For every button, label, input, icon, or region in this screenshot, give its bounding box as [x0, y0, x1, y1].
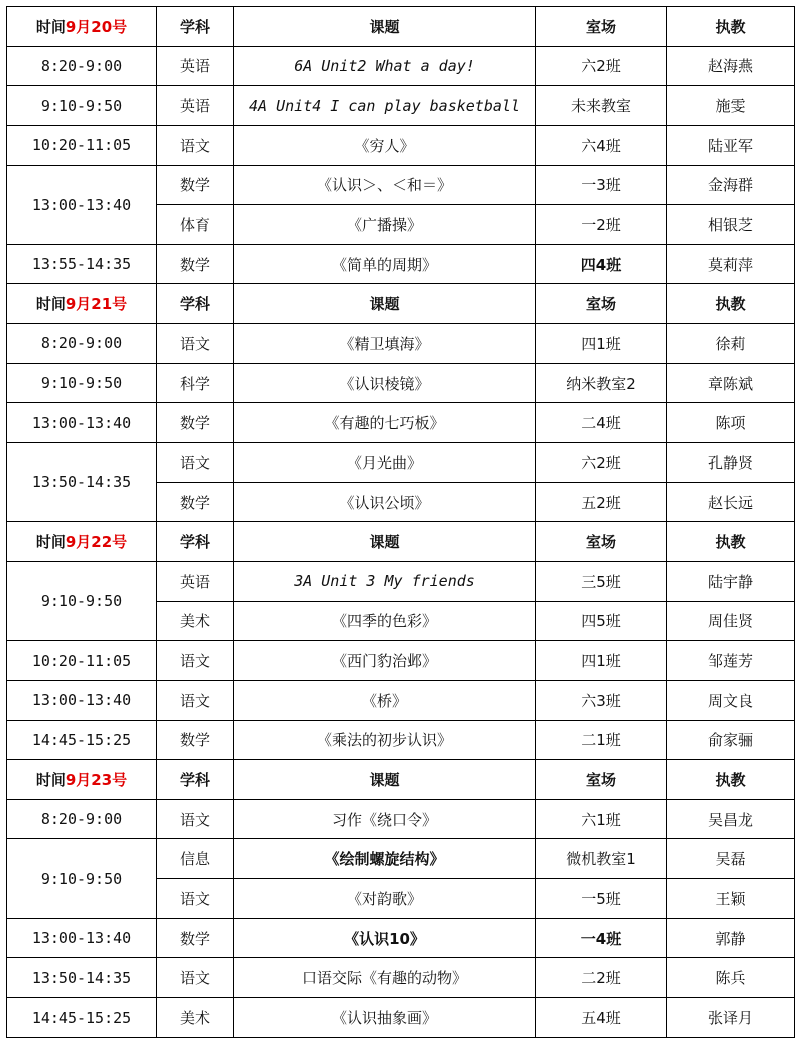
room-cell: 六2班 — [536, 46, 667, 86]
table-row — [7, 998, 795, 1038]
table-row — [7, 403, 795, 443]
room-cell: 六4班 — [536, 125, 667, 165]
teacher-cell: 吴磊 — [667, 839, 795, 879]
room-cell: 一5班 — [536, 879, 667, 919]
time-cell: 13:00-13:40 — [7, 403, 157, 443]
time-cell: 9:10-9:50 — [7, 839, 157, 918]
topic-cell: 《穷人》 — [234, 125, 536, 165]
room-cell: 六3班 — [536, 680, 667, 720]
room-cell: 四5班 — [536, 601, 667, 641]
teacher-cell: 陆宇静 — [667, 561, 795, 601]
time-cell: 8:20-9:00 — [7, 46, 157, 86]
topic-cell: 《绘制螺旋结构》 — [234, 839, 536, 879]
column-header-subject: 学科 — [157, 284, 234, 324]
table-row — [7, 680, 795, 720]
teacher-cell: 张译月 — [667, 998, 795, 1038]
teacher-cell: 王颖 — [667, 879, 795, 919]
day-header-row — [7, 760, 795, 800]
column-header-topic: 课题 — [234, 284, 536, 324]
topic-cell: 6A Unit2 What a day! — [234, 46, 536, 86]
teacher-cell: 郭静 — [667, 918, 795, 958]
room-cell: 一2班 — [536, 205, 667, 245]
teacher-cell: 徐莉 — [667, 324, 795, 364]
day-date: 9月22号 — [65, 533, 128, 552]
time-cell: 14:45-15:25 — [7, 998, 157, 1038]
subject-cell: 语文 — [157, 125, 234, 165]
topic-cell: 口语交际《有趣的动物》 — [234, 958, 536, 998]
teacher-cell: 陈兵 — [667, 958, 795, 998]
time-cell: 9:10-9:50 — [7, 561, 157, 640]
room-cell: 四1班 — [536, 641, 667, 681]
room-cell: 二2班 — [536, 958, 667, 998]
table-row — [7, 918, 795, 958]
time-cell: 13:50-14:35 — [7, 958, 157, 998]
teacher-cell: 周文良 — [667, 680, 795, 720]
room-cell: 一4班 — [536, 918, 667, 958]
subject-cell: 数学 — [157, 918, 234, 958]
table-row — [7, 46, 795, 86]
topic-cell: 《认识棱镜》 — [234, 363, 536, 403]
day-header-row — [7, 284, 795, 324]
teacher-cell: 赵海燕 — [667, 46, 795, 86]
room-cell: 微机教室1 — [536, 839, 667, 879]
room-cell: 纳米教室2 — [536, 363, 667, 403]
time-cell: 9:10-9:50 — [7, 363, 157, 403]
topic-cell: 《乘法的初步认识》 — [234, 720, 536, 760]
time-cell: 10:20-11:05 — [7, 641, 157, 681]
teacher-cell: 莫莉萍 — [667, 244, 795, 284]
day-date: 9月20号 — [65, 17, 128, 36]
room-cell: 四1班 — [536, 324, 667, 364]
subject-cell: 语文 — [157, 799, 234, 839]
time-cell: 10:20-11:05 — [7, 125, 157, 165]
topic-cell: 《西门豹治邺》 — [234, 641, 536, 681]
time-cell: 9:10-9:50 — [7, 86, 157, 126]
room-cell: 未来教室 — [536, 86, 667, 126]
topic-cell: 《认识公顷》 — [234, 482, 536, 522]
room-cell: 二1班 — [536, 720, 667, 760]
teacher-cell: 吴昌龙 — [667, 799, 795, 839]
room-cell: 三5班 — [536, 561, 667, 601]
topic-cell: 《简单的周期》 — [234, 244, 536, 284]
topic-cell: 习作《绕口令》 — [234, 799, 536, 839]
subject-cell: 语文 — [157, 443, 234, 483]
topic-cell: 《认识＞、＜和＝》 — [234, 165, 536, 205]
subject-cell: 语文 — [157, 680, 234, 720]
time-cell: 13:50-14:35 — [7, 443, 157, 522]
column-header-teacher: 执教 — [667, 284, 795, 324]
table-row — [7, 561, 795, 601]
column-header-topic: 课题 — [234, 7, 536, 47]
day-date-cell — [7, 760, 157, 800]
column-header-subject: 学科 — [157, 522, 234, 562]
column-header-teacher: 执教 — [667, 760, 795, 800]
column-header-topic: 课题 — [234, 522, 536, 562]
teacher-cell: 赵长远 — [667, 482, 795, 522]
subject-cell: 数学 — [157, 482, 234, 522]
room-cell: 四4班 — [536, 244, 667, 284]
subject-cell: 美术 — [157, 998, 234, 1038]
subject-cell: 语文 — [157, 958, 234, 998]
subject-cell: 科学 — [157, 363, 234, 403]
subject-cell: 美术 — [157, 601, 234, 641]
time-cell: 8:20-9:00 — [7, 799, 157, 839]
topic-cell: 《对韵歌》 — [234, 879, 536, 919]
table-row — [7, 443, 795, 483]
subject-cell: 语文 — [157, 879, 234, 919]
table-row — [7, 324, 795, 364]
time-cell: 13:00-13:40 — [7, 165, 157, 244]
table-row — [7, 244, 795, 284]
teacher-cell: 陈项 — [667, 403, 795, 443]
teacher-cell: 相银芝 — [667, 205, 795, 245]
day-date: 9月23号 — [65, 770, 128, 789]
teacher-cell: 金海群 — [667, 165, 795, 205]
time-cell: 8:20-9:00 — [7, 324, 157, 364]
column-header-teacher: 执教 — [667, 522, 795, 562]
teacher-cell: 孔静贤 — [667, 443, 795, 483]
subject-cell: 英语 — [157, 561, 234, 601]
day-label-prefix: 时间 — [35, 770, 66, 789]
table-row — [7, 720, 795, 760]
column-header-teacher: 执教 — [667, 7, 795, 47]
time-cell: 13:00-13:40 — [7, 918, 157, 958]
day-date: 9月21号 — [65, 295, 128, 314]
table-row — [7, 86, 795, 126]
topic-cell: 《月光曲》 — [234, 443, 536, 483]
subject-cell: 语文 — [157, 641, 234, 681]
subject-cell: 体育 — [157, 205, 234, 245]
day-date-cell — [7, 7, 157, 47]
room-cell: 一3班 — [536, 165, 667, 205]
room-cell: 五2班 — [536, 482, 667, 522]
subject-cell: 数学 — [157, 244, 234, 284]
room-cell: 六2班 — [536, 443, 667, 483]
time-cell: 13:00-13:40 — [7, 680, 157, 720]
table-row — [7, 125, 795, 165]
column-header-room: 室场 — [536, 522, 667, 562]
table-row — [7, 641, 795, 681]
subject-cell: 数学 — [157, 403, 234, 443]
room-cell: 六1班 — [536, 799, 667, 839]
topic-cell: 《有趣的七巧板》 — [234, 403, 536, 443]
table-row — [7, 958, 795, 998]
column-header-room: 室场 — [536, 284, 667, 324]
column-header-room: 室场 — [536, 7, 667, 47]
subject-cell: 英语 — [157, 86, 234, 126]
day-header-row — [7, 522, 795, 562]
table-row — [7, 165, 795, 205]
teacher-cell: 周佳贤 — [667, 601, 795, 641]
room-cell: 二4班 — [536, 403, 667, 443]
topic-cell: 《广播操》 — [234, 205, 536, 245]
teacher-cell: 邹莲芳 — [667, 641, 795, 681]
column-header-subject: 学科 — [157, 760, 234, 800]
table-row — [7, 839, 795, 879]
day-label-prefix: 时间 — [35, 533, 66, 552]
topic-cell: 《精卫填海》 — [234, 324, 536, 364]
room-cell: 五4班 — [536, 998, 667, 1038]
day-date-cell — [7, 522, 157, 562]
subject-cell: 数学 — [157, 165, 234, 205]
time-cell: 13:55-14:35 — [7, 244, 157, 284]
topic-cell: 《四季的色彩》 — [234, 601, 536, 641]
subject-cell: 数学 — [157, 720, 234, 760]
subject-cell: 信息 — [157, 839, 234, 879]
day-label-prefix: 时间 — [35, 17, 66, 36]
table-row — [7, 363, 795, 403]
subject-cell: 英语 — [157, 46, 234, 86]
teacher-cell: 章陈斌 — [667, 363, 795, 403]
teacher-cell: 陆亚军 — [667, 125, 795, 165]
table-row — [7, 799, 795, 839]
topic-cell: 《桥》 — [234, 680, 536, 720]
day-date-cell — [7, 284, 157, 324]
topic-cell: 4A Unit4 I can play basketball — [234, 86, 536, 126]
column-header-room: 室场 — [536, 760, 667, 800]
day-label-prefix: 时间 — [35, 295, 66, 314]
column-header-topic: 课题 — [234, 760, 536, 800]
topic-cell: 3A Unit 3 My friends — [234, 561, 536, 601]
schedule-table — [6, 6, 795, 1038]
time-cell: 14:45-15:25 — [7, 720, 157, 760]
column-header-subject: 学科 — [157, 7, 234, 47]
day-header-row — [7, 7, 795, 47]
teacher-cell: 俞家骊 — [667, 720, 795, 760]
topic-cell: 《认识10》 — [234, 918, 536, 958]
teacher-cell: 施雯 — [667, 86, 795, 126]
subject-cell: 语文 — [157, 324, 234, 364]
topic-cell: 《认识抽象画》 — [234, 998, 536, 1038]
